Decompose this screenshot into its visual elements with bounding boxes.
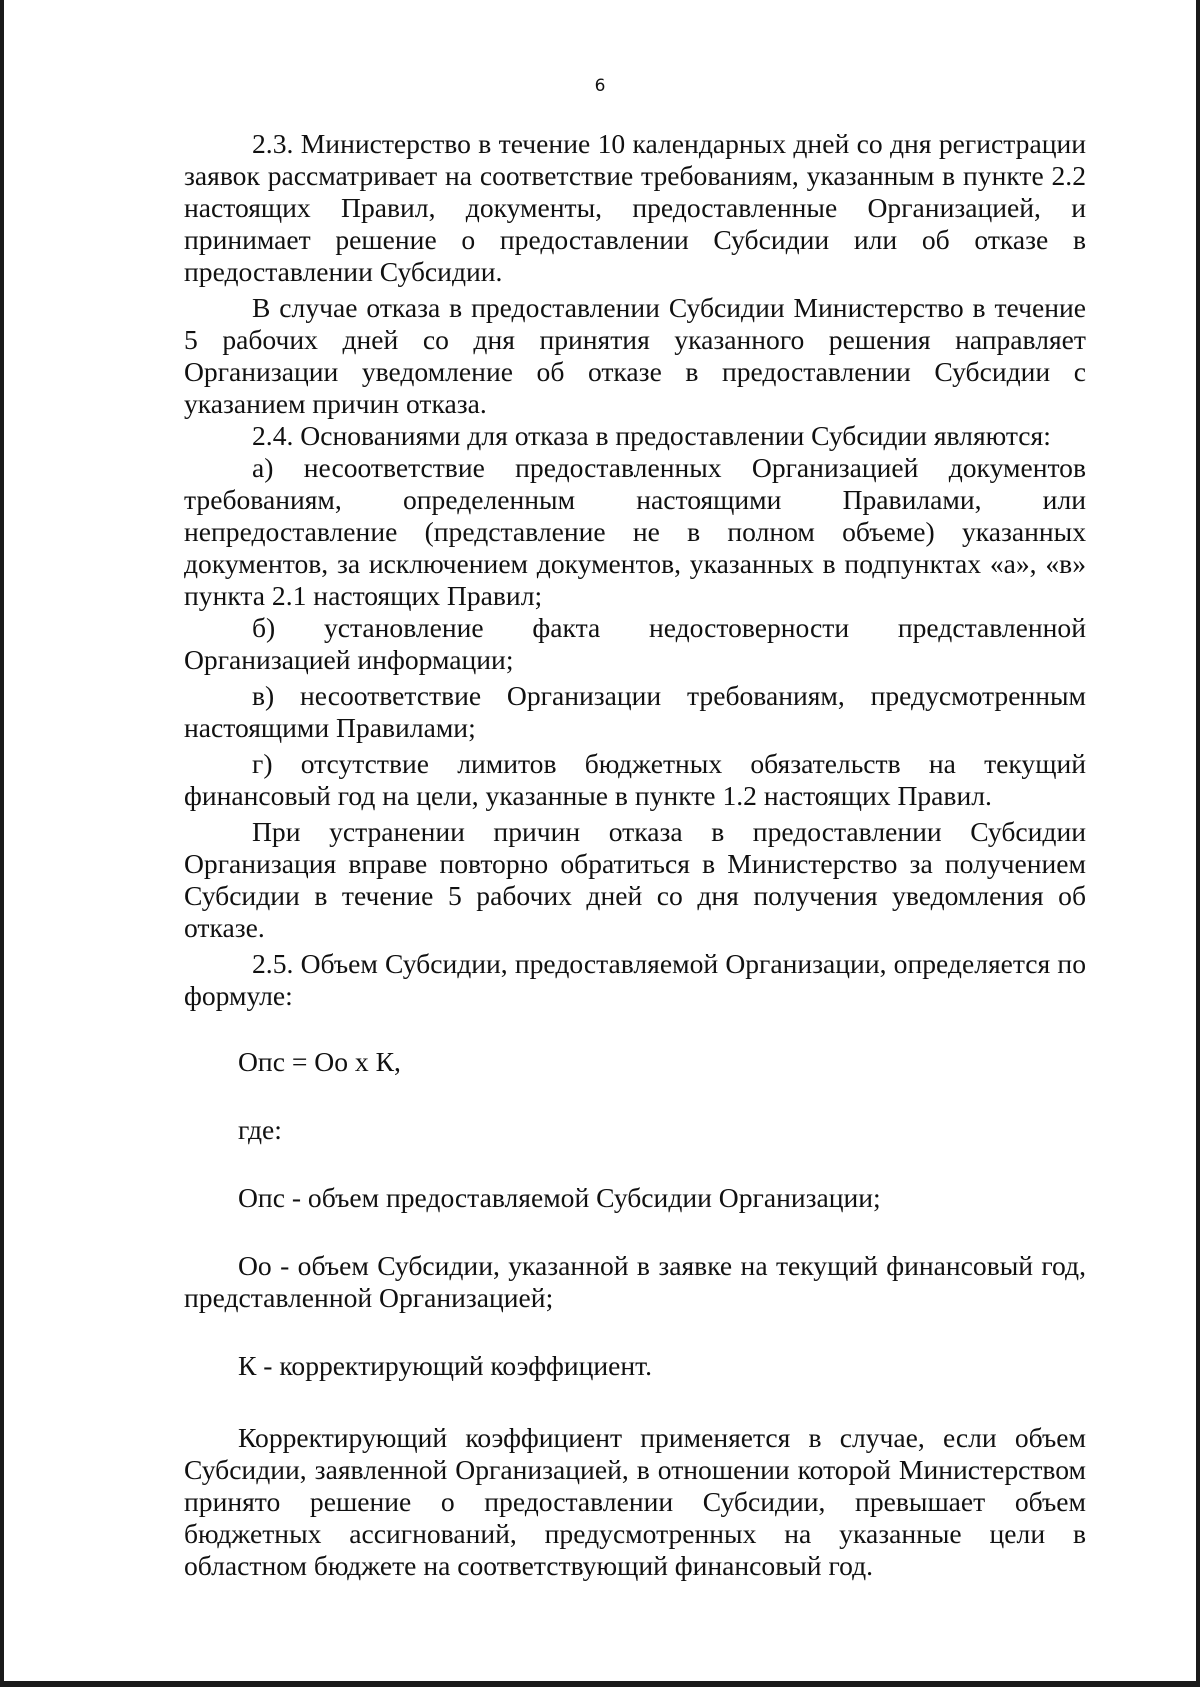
- definition-oo: Оо - объем Субсидии, указанной в заявке на текущий финансовый год, представленной Организацией;: [184, 1250, 1086, 1313]
- paragraph-2-5: 2.5. Объем Субсидии, предоставляемой Организации, определяется по формуле:: [184, 948, 1086, 1011]
- paragraph-2-4: 2.4. Основаниями для отказа в предоставлении Субсидии являются:: [252, 420, 1051, 451]
- formula-where: где:: [238, 1114, 282, 1145]
- document-body: [184, 128, 1086, 1582]
- scan-edge-bottom: [0, 1681, 1200, 1687]
- scan-edge-right: [1196, 0, 1200, 1687]
- scan-edge-left: [0, 0, 4, 1687]
- definition-ops: Опс - объем предоставляемой Субсидии Организации;: [238, 1182, 881, 1213]
- paragraph-2-3: 2.3. Министерство в течение 10 календарных дней со дня регистрации заявок рассматривает на соответствие требованиям, указанным в пункте 2.2 настоящих Правил, документы, предоставленные Организацией, и принимает решение о предоставлении Субсидии или об отказе в предоставлении Субсидии.: [184, 128, 1086, 287]
- refusal-ground-v: в) несоответствие Организации требованиям, предусмотренным настоящими Правилами;: [184, 680, 1086, 743]
- definition-k: К - корректирующий коэффициент.: [238, 1350, 653, 1381]
- paragraph-refusal-notice: В случае отказа в предоставлении Субсидии Министерство в течение 5 рабочих дней со дня принятия указанного решения направляет Организации уведомление об отказе в предоставлении Субсидии с указанием причин отказа.: [184, 292, 1086, 419]
- formula: Опс = Оо х К,: [238, 1046, 401, 1077]
- refusal-ground-b: б) установление факта недостоверности представленной Организацией информации;: [184, 612, 1086, 675]
- page-number: 6: [594, 76, 606, 96]
- refusal-ground-g: г) отсутствие лимитов бюджетных обязательств на текущий финансовый год на цели, указанные в пункте 1.2 настоящих Правил.: [184, 748, 1086, 811]
- paragraph-correction-coefficient: Корректирующий коэффициент применяется в случае, если объем Субсидии, заявленной Организацией, в отношении которой Министерством принято решение о предоставлении Субсидии, превышает объем бюджетных ассигнований, предусмотренных на указанные цели в областном бюджете на соответствующий финансовый год.: [184, 1422, 1086, 1581]
- refusal-ground-a: а) несоответствие предоставленных Организацией документов требованиям, определенным настоящими Правилами, или непредоставление (представление не в полном объеме) указанных документов, за исключением документов, указанных в подпунктах «а», «в» пункта 2.1 настоящих Правил;: [184, 452, 1086, 611]
- paragraph-reapply: При устранении причин отказа в предоставлении Субсидии Организация вправе повторно обратиться в Министерство за получением Субсидии в течение 5 рабочих дней со дня получения уведомления об отказе.: [184, 816, 1086, 943]
